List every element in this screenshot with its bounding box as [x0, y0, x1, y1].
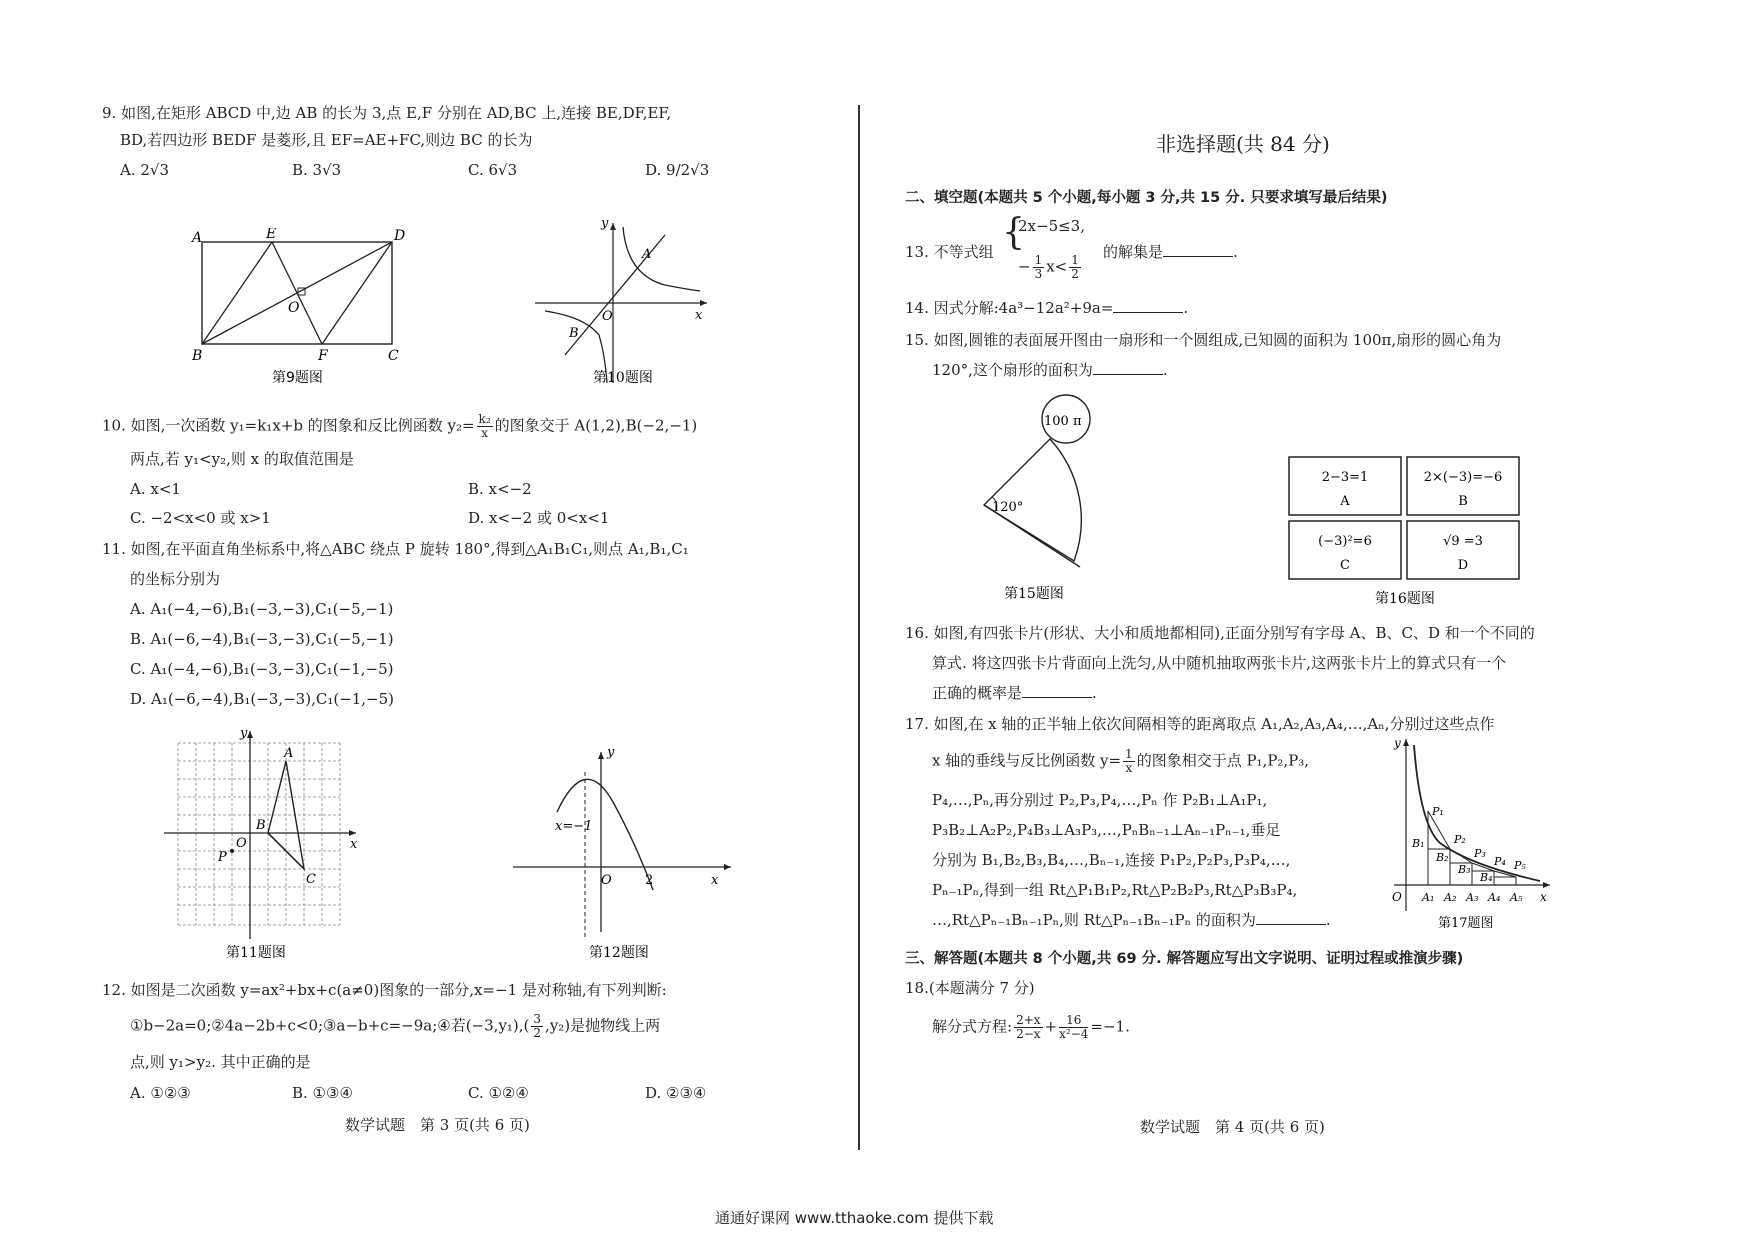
figure-11: [160, 725, 380, 965]
fig17-label-b3: B₃: [1458, 863, 1471, 876]
q13-suffix-text: 的解集是: [1103, 243, 1164, 261]
q17-line4: P₃B₂⊥A₂P₂,P₄B₃⊥A₃P₃,…,PₙBₙ₋₁⊥Aₙ₋₁Pₙ₋₁,垂足: [932, 821, 1281, 839]
q16-line2: 算式. 将这四张卡片背面向上洗匀,从中随机抽取两张卡片,这两张卡片上的算式只有一个: [932, 654, 1507, 672]
q17-line7: …,Rt△Pₙ₋₁Bₙ₋₁Pₙ,则 Rt△Pₙ₋₁Bₙ₋₁Pₙ 的面积为 .: [932, 911, 1331, 929]
figure-17: [1380, 735, 1565, 935]
fig11-label-c: C: [306, 872, 316, 887]
q17-line6: Pₙ₋₁Pₙ,得到一组 Rt△P₁B₁P₂,Rt△P₂B₂P₃,Rt△P₃B₃P₄,: [932, 881, 1298, 899]
q12-line1: 12. 如图是二次函数 y=ax²+bx+c(a≠0)图象的一部分,x=−1 是对称轴,有下列判断:: [102, 981, 667, 999]
q13-frac2-num: 1: [1071, 253, 1079, 267]
fig11-label-p: P: [218, 850, 227, 865]
q16-line3: 正确的概率是 .: [932, 684, 1097, 702]
card-c-letter: C: [1340, 558, 1350, 573]
section-2-title: 二、填空题(本题共 5 个小题,每小题 3 分,共 15 分. 只要求填写最后结果): [905, 190, 1388, 206]
q18-f1-den: 2−x: [1016, 1027, 1041, 1041]
section-3-title: 三、解答题(本题共 8 个小题,共 69 分. 解答题应写出文字说明、证明过程或推演步骤): [905, 951, 1464, 967]
fig12-label-axis: x=−1: [555, 819, 593, 834]
q15-line2: 120°,这个扇形的面积为 .: [932, 361, 1168, 379]
fig10-label-x: x: [695, 308, 703, 323]
q11-option-d: D. A₁(−6,−4),B₁(−3,−3),C₁(−1,−5): [130, 690, 395, 708]
q13-brace: {: [1002, 212, 1025, 253]
figure-15: [970, 393, 1170, 608]
q12-frac-den: 2: [533, 1026, 542, 1040]
fig9-label-c: C: [388, 348, 399, 364]
q12-line3: 点,则 y₁>y₂. 其中正确的是: [130, 1053, 311, 1071]
fig11-label-a: A: [284, 746, 294, 761]
q17-line2-part1: x 轴的垂线与反比例函数 y=: [932, 751, 1122, 770]
q10-option-b: B. x<−2: [468, 480, 532, 498]
fig11-label-b: B: [256, 818, 266, 833]
fig17-label-o: O: [1392, 890, 1402, 904]
q11-option-c: C. A₁(−4,−6),B₁(−3,−3),C₁(−1,−5): [130, 660, 394, 678]
fig9-label-o: O: [288, 300, 300, 316]
fig17-label-a2: A₂: [1444, 891, 1457, 904]
q12-option-b: B. ①③④: [292, 1084, 353, 1102]
fig17-label-p2: P₂: [1454, 833, 1466, 846]
card-d-letter: D: [1457, 558, 1469, 573]
fig11-label-x: x: [350, 837, 358, 852]
q18-equation: [932, 1014, 1130, 1041]
left-page: [0, 0, 860, 1240]
q9-line1: 9. 如图,在矩形 ABCD 中,边 AB 的长为 3,点 E,F 分别在 AD,BC 上,连接 BE,DF,EF,: [102, 104, 672, 122]
fig15-caption: 第15题图: [1004, 586, 1064, 602]
fig11-caption: 第11题图: [226, 945, 286, 961]
fig9-label-f: F: [318, 348, 328, 364]
fig12-label-o: O: [601, 873, 612, 888]
fig17-label-p3: P₃: [1474, 847, 1486, 860]
q15-line1: 15. 如图,圆锥的表面展开图由一扇形和一个圆组成,已知圆的面积为 100π,扇形的圆心角为: [905, 331, 1502, 349]
card-c-expr: (−3)²=6: [1318, 534, 1372, 549]
fig17-label-x: x: [1540, 890, 1547, 904]
q9-option-d: D. 9/2√3: [645, 161, 710, 179]
q13-frac1-num: 1: [1034, 253, 1043, 267]
fig9-label-a: A: [192, 230, 203, 246]
q11-line1: 11. 如图,在平面直角坐标系中,将△ABC 绕点 P 旋转 180°,得到△A₁B₁C₁,则点 A₁,B₁,C₁: [102, 540, 689, 558]
q10-option-c: C. −2<x<0 或 x>1: [130, 509, 271, 527]
q10-frac-den: x: [481, 426, 488, 440]
fig17-label-b2: B₂: [1436, 851, 1449, 864]
q12-option-d: D. ②③④: [645, 1084, 707, 1102]
fig12-caption: 第12题图: [589, 945, 649, 961]
q14-answer-blank[interactable]: [1113, 298, 1183, 313]
fig10-label-b: B: [569, 326, 579, 341]
q12-frac-num: 3: [533, 1012, 542, 1026]
q17-answer-blank[interactable]: [1256, 910, 1326, 925]
fig11-label-o: O: [236, 836, 247, 851]
card-a-letter: A: [1340, 494, 1350, 509]
q17-line7-text: …,Rt△Pₙ₋₁Bₙ₋₁Pₙ,则 Rt△Pₙ₋₁Bₙ₋₁Pₙ 的面积为: [932, 911, 1256, 929]
q12-line2-part2: ,y₂)是抛物线上两: [545, 1016, 661, 1035]
q17-frac-num: 1: [1125, 747, 1133, 761]
fig17-label-b1: B₁: [1412, 837, 1425, 850]
fig17-label-a1: A₁: [1422, 891, 1435, 904]
q17-fraction: [1123, 748, 1135, 775]
fig11-label-y: y: [240, 726, 248, 741]
card-b-expr: 2×(−3)=−6: [1423, 470, 1503, 485]
fig17-label-a5: A₅: [1510, 891, 1523, 904]
fig17-label-b4: B₄: [1480, 871, 1493, 884]
fig9-label-b: B: [192, 348, 203, 364]
q13-frac-2: [1069, 254, 1081, 281]
q9-option-b: B. 3√3: [292, 161, 342, 179]
figure-10: [525, 215, 715, 395]
figure-16: [1285, 455, 1520, 610]
q13-frac-1: [1033, 254, 1045, 281]
fig17-label-p4: P₄: [1494, 855, 1506, 868]
q16-line3-text: 正确的概率是: [932, 684, 1023, 702]
fig9-caption: 第9题图: [272, 370, 323, 386]
fig10-label-a: A: [642, 247, 652, 262]
fig12-label-y: y: [607, 745, 615, 760]
q15-line2-text: 120°,这个扇形的面积为: [932, 361, 1093, 379]
q18-plus: +: [1044, 1017, 1058, 1036]
fig17-caption: 第17题图: [1438, 916, 1494, 931]
q18-f2-den: x²−4: [1059, 1027, 1089, 1041]
fig17-label-p1: P₁: [1432, 805, 1444, 818]
q9-line2: BD,若四边形 BEDF 是菱形,且 EF=AE+FC,则边 BC 的长为: [120, 131, 533, 149]
left-page-footer: 数学试题 第 3 页(共 6 页): [345, 1116, 530, 1134]
q17-line3: P₄,…,Pₙ,再分别过 P₂,P₃,P₄,…,Pₙ 作 P₂B₁⊥A₁P₁,: [932, 791, 1268, 809]
fig16-caption: 第16题图: [1375, 591, 1435, 607]
q12-option-a: A. ①②③: [130, 1084, 191, 1102]
q11-line2: 的坐标分别为: [130, 570, 221, 588]
q10-frac-num: k₂: [478, 412, 491, 426]
card-d-expr: √9 =3: [1443, 534, 1483, 549]
non-choice-heading: 非选择题(共 84 分): [1156, 132, 1330, 156]
q12-line2-part1: ①b−2a=0;②4a−2b+c<0;③a−b+c=−9a;④若(−3,y₁),(: [130, 1016, 530, 1035]
fig10-caption: 第10题图: [593, 370, 653, 386]
fig10-label-y: y: [601, 216, 609, 231]
q12-option-c: C. ①②④: [468, 1084, 529, 1102]
q17-line1: 17. 如图,在 x 轴的正半轴上依次间隔相等的距离取点 A₁,A₂,A₃,A₄,…,Aₙ,分别过这些点作: [905, 715, 1495, 733]
q11-option-b: B. A₁(−6,−4),B₁(−3,−3),C₁(−5,−1): [130, 630, 394, 648]
q13-prefix: 13. 不等式组: [905, 243, 994, 261]
q13-ineq2-minus: −: [1018, 257, 1031, 276]
q18-suffix: =−1.: [1090, 1017, 1130, 1036]
fig17-label-p5: P₅: [1514, 859, 1526, 872]
q17-line5: 分别为 B₁,B₂,B₃,B₄,…,Bₙ₋₁,连接 P₁P₂,P₂P₃,P₃P₄,…,: [932, 851, 1291, 869]
q10-line1-part2: 的图象交于 A(1,2),B(−2,−1): [494, 416, 698, 435]
fig15-circle-label: 100 π: [1044, 414, 1082, 429]
q18-prefix: 解分式方程:: [932, 1017, 1013, 1036]
q13-ineq2-mid: x<: [1046, 257, 1068, 276]
q9-option-a: A. 2√3: [120, 161, 170, 179]
q10-option-d: D. x<−2 或 0<x<1: [468, 509, 610, 527]
q16-answer-blank[interactable]: [1022, 683, 1092, 698]
q18-fraction-2: [1059, 1014, 1088, 1041]
q10-line2: 两点,若 y₁<y₂,则 x 的取值范围是: [130, 450, 354, 468]
q18-f1-num: 2+x: [1016, 1013, 1041, 1027]
figure-12: [505, 742, 745, 967]
q15-answer-blank[interactable]: [1093, 360, 1163, 375]
q9-option-c: C. 6√3: [468, 161, 518, 179]
fig12-label-x: x: [711, 873, 719, 888]
q16-line1: 16. 如图,有四张卡片(形状、大小和质地都相同),正面分别写有字母 A、B、C、D 和一个不同的: [905, 624, 1535, 642]
figure-9: [180, 228, 420, 398]
fig17-label-y: y: [1394, 736, 1401, 750]
q12-line2: [130, 1013, 660, 1040]
q12-fraction: [531, 1013, 543, 1040]
q17-frac-den: x: [1125, 761, 1133, 775]
right-page-footer: 数学试题 第 4 页(共 6 页): [1140, 1118, 1325, 1136]
q13-frac1-den: 3: [1034, 267, 1043, 281]
card-a-expr: 2−3=1: [1321, 470, 1369, 485]
q13-ineq1: 2x−5≤3,: [1018, 217, 1085, 235]
q10-option-a: A. x<1: [130, 480, 181, 498]
fig17-label-a4: A₄: [1488, 891, 1501, 904]
fig17-label-a3: A₃: [1466, 891, 1479, 904]
q11-option-a: A. A₁(−4,−6),B₁(−3,−3),C₁(−5,−1): [130, 600, 394, 618]
fig12-label-2: 2: [645, 873, 654, 888]
fig10-label-o: O: [602, 309, 613, 324]
card-b-letter: B: [1458, 494, 1468, 509]
q10-line1-part1: 10. 如图,一次函数 y₁=k₁x+b 的图象和反比例函数 y₂=: [102, 416, 475, 435]
q13-suffix: 的解集是 .: [1103, 243, 1238, 261]
fig15-angle-label: 120°: [992, 500, 1024, 515]
watermark: 通通好课网 www.tthaoke.com 提供下载: [715, 1209, 994, 1227]
q10-fraction: [477, 413, 493, 440]
q18-fraction-1: [1014, 1014, 1042, 1041]
q13-ineq2: [1018, 254, 1083, 281]
q14-text: 14. 因式分解:4a³−12a²+9a=: [905, 299, 1114, 317]
q17-line2-part2: 的图象相交于点 P₁,P₂,P₃,: [1136, 751, 1310, 770]
q18-line1: 18.(本题满分 7 分): [905, 979, 1035, 997]
q17-line2: [932, 748, 1309, 775]
q14: 14. 因式分解:4a³−12a²+9a= .: [905, 299, 1189, 317]
fig9-label-e: E: [266, 228, 277, 242]
q13-frac2-den: 2: [1071, 267, 1079, 281]
q13-answer-blank[interactable]: [1163, 242, 1233, 257]
right-page: [860, 0, 1754, 1240]
q10-line1: [102, 413, 697, 440]
q18-f2-num: 16: [1059, 1014, 1088, 1028]
fig9-label-d: D: [394, 228, 406, 244]
